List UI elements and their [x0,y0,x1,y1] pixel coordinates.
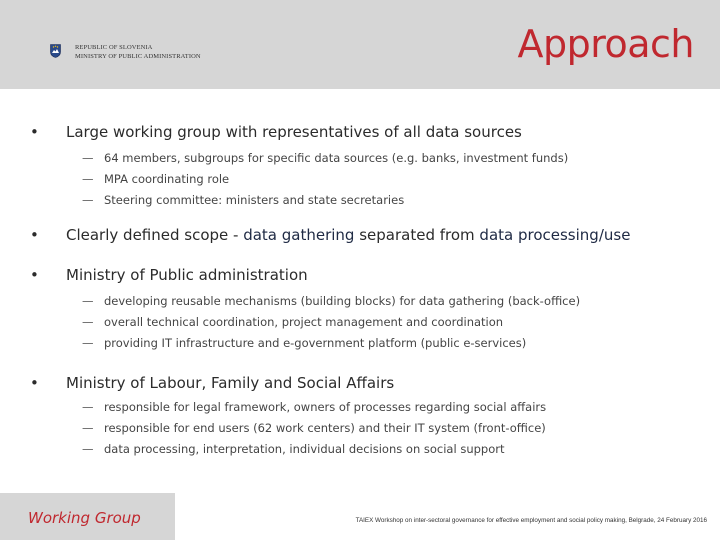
dash-marker: — [82,172,94,186]
bullet-highlight-data-gathering: data gathering [243,226,355,244]
dash-marker: — [82,294,94,308]
dash-marker: — [82,421,94,435]
bullet-item [30,226,630,244]
sub-text: 64 members, subgroups for specific data sources (e.g. banks, investment funds) [104,151,569,165]
sub-item [82,193,404,207]
sub-text: providing IT infrastructure and e-government platform (public e-services) [104,336,527,350]
org-name-line2: MINISTRY OF PUBLIC ADMINISTRATION [75,53,201,60]
bullet-text-mid: separated from [354,226,480,244]
dash-marker: — [82,442,94,456]
sub-text: Steering committee: ministers and state secretaries [104,193,405,207]
bullet-marker: • [30,123,39,141]
bullet-marker: • [30,266,39,284]
dash-marker: — [82,151,94,165]
bullet-text-pre: Clearly defined scope - [66,226,244,244]
slide-footer [0,493,720,540]
sub-item [82,172,229,186]
bullet-item [30,266,308,284]
sub-item [82,294,580,308]
org-name-line1: REPUBLIC OF SLOVENIA [75,44,153,51]
bullet-marker: • [30,226,39,244]
sub-item [82,421,546,435]
bullet-highlight-data-processing: data processing/use [479,226,631,244]
bullet-item [30,374,394,392]
sub-item [82,442,504,456]
dash-marker: — [82,193,94,207]
sub-item [82,400,546,414]
sub-text: developing reusable mechanisms (building blocks) for data gathering (back-office) [104,294,581,308]
slide-header [0,0,720,89]
bullet-item [30,123,522,141]
sub-text: responsible for end users (62 work centers) and their IT system (front-office) [104,421,546,435]
slovenia-coat-of-arms-icon [50,44,61,58]
sub-text: data processing, interpretation, individual decisions on social support [104,442,505,456]
sub-item [82,315,503,329]
footer-event-caption: TAIEX Workshop on inter-sectoral governance for effective employment and social policy making, Belgrade, 24 February 2016 [355,517,707,524]
sub-text: MPA coordinating role [104,172,230,186]
slide-title: Approach [517,22,694,66]
bullet-text: Ministry of Labour, Family and Social Affairs [66,374,395,392]
bullet-marker: • [30,374,39,392]
footer-section-label: Working Group [28,509,141,527]
dash-marker: — [82,336,94,350]
bullet-text: Ministry of Public administration [66,266,308,284]
dash-marker: — [82,400,94,414]
sub-text: responsible for legal framework, owners of processes regarding social affairs [104,400,547,414]
sub-item [82,151,568,165]
sub-item [82,336,526,350]
sub-text: overall technical coordination, project management and coordination [104,315,504,329]
dash-marker: — [82,315,94,329]
bullet-text: Large working group with representatives of all data sources [66,123,522,141]
